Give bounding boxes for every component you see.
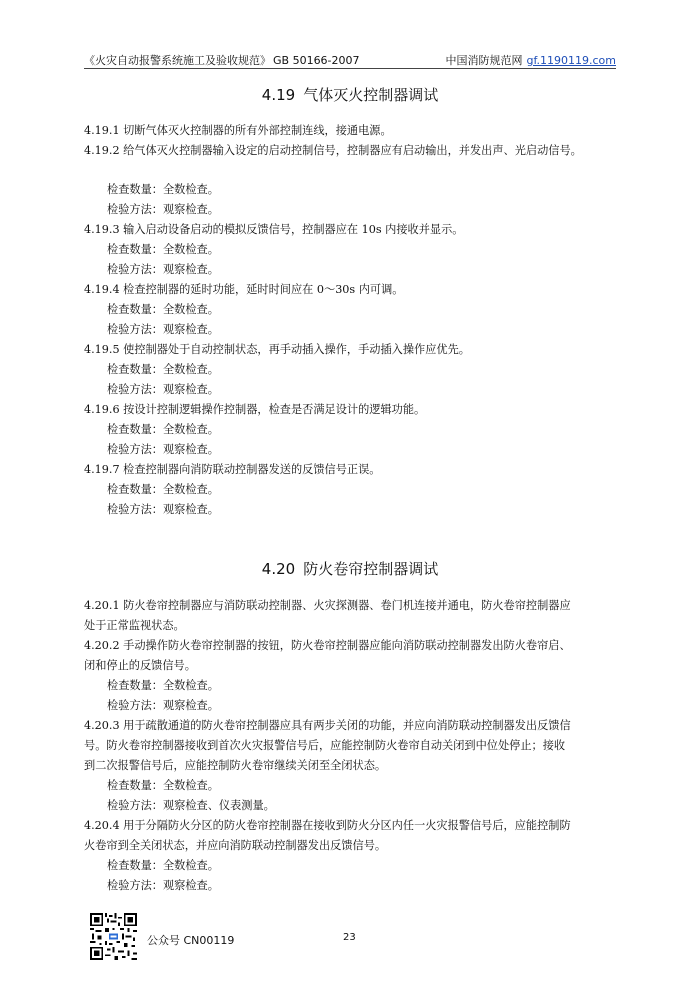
page-header bbox=[84, 50, 616, 69]
clause-text: 4.19.1 切断气体灭火控制器的所有外部控制连线，接通电源。 bbox=[84, 124, 392, 137]
check-method: 检验方法：观察检查。 bbox=[107, 263, 219, 276]
check-method: 检验方法：观察检查。 bbox=[107, 879, 219, 892]
clause-text: 4.20.4 用于分隔防火分区的防火卷帘控制器在接收到防火分区内任一火灾报警信号后，应能控制防 bbox=[84, 819, 571, 832]
check-quantity: 检查数量：全数检查。 bbox=[107, 679, 219, 692]
site-url-link[interactable]: gf.1190119.com bbox=[526, 54, 616, 67]
check-quantity: 检查数量：全数检查。 bbox=[107, 483, 219, 496]
check-quantity: 检查数量：全数检查。 bbox=[107, 363, 219, 376]
wechat-account-label: 公众号 CN00119 bbox=[147, 934, 235, 947]
clause-text: 4.20.3 用于疏散通道的防火卷帘控制器应具有两步关闭的功能，并应向消防联动控制器发出反馈信 bbox=[84, 719, 571, 732]
check-quantity: 检查数量：全数检查。 bbox=[107, 243, 219, 256]
check-method: 检验方法：观察检查。 bbox=[107, 203, 219, 216]
check-method: 检验方法：观察检查。 bbox=[107, 443, 219, 456]
clause-text: 4.20.1 防火卷帘控制器应与消防联动控制器、火灾探测器、卷门机连接并通电，防火卷帘控制器应 bbox=[84, 599, 571, 612]
clause-text: 4.19.3 输入启动设备启动的模拟反馈信号，控制器应在 10s 内接收并显示。 bbox=[84, 223, 464, 236]
clause-text: 4.19.7 检查控制器向消防联动控制器发送的反馈信号正误。 bbox=[84, 463, 381, 476]
clause-text: 火卷帘到全关闭状态，并应向消防联动控制器发出反馈信号。 bbox=[84, 839, 387, 852]
check-quantity: 检查数量：全数检查。 bbox=[107, 423, 219, 436]
clause-text: 4.19.4 检查控制器的延时功能，延时时间应在 0～30s 内可调。 bbox=[84, 283, 404, 296]
header-doc-title bbox=[84, 52, 360, 68]
check-method: 检验方法：观察检查。 bbox=[107, 383, 219, 396]
check-quantity: 检查数量：全数检查。 bbox=[107, 859, 219, 872]
check-method: 检验方法：观察检查。 bbox=[107, 503, 219, 516]
section-heading-4-19 bbox=[0, 84, 700, 105]
check-method: 检验方法：观察检查。 bbox=[107, 699, 219, 712]
check-method: 检验方法：观察检查、仪表测量。 bbox=[107, 799, 275, 812]
qr-code-icon bbox=[90, 913, 137, 960]
section-title-text: 防火卷帘控制器调试 bbox=[303, 560, 439, 578]
page-number: 23 bbox=[343, 932, 356, 943]
header-site bbox=[445, 52, 616, 68]
doc-title: 《火灾自动报警系统施工及验收规范》 bbox=[84, 54, 271, 67]
clause-text: 4.19.2 给气体灭火控制器输入设定的启动控制信号，控制器应有启动输出，并发出声、光启动信号。 bbox=[84, 144, 582, 157]
clause-text: 4.20.2 手动操作防火卷帘控制器的按钮，防火卷帘控制器应能向消防联动控制器发出防火卷帘启、 bbox=[84, 639, 571, 652]
clause-text: 处于正常监视状态。 bbox=[84, 619, 185, 632]
clause-text: 4.19.6 按设计控制逻辑操作控制器，检查是否满足设计的逻辑功能。 bbox=[84, 403, 426, 416]
section-title-text: 气体灭火控制器调试 bbox=[303, 86, 439, 104]
clause-text: 闭和停止的反馈信号。 bbox=[84, 659, 196, 672]
clause-text: 4.19.5 使控制器处于自动控制状态，再手动插入操作，手动插入操作应优先。 bbox=[84, 343, 470, 356]
check-quantity: 检查数量：全数检查。 bbox=[107, 303, 219, 316]
check-quantity: 检查数量：全数检查。 bbox=[107, 183, 219, 196]
clause-text: 号。防火卷帘控制器接收到首次火灾报警信号后，应能控制防火卷帘自动关闭到中位处停止；接收 bbox=[84, 739, 566, 752]
site-name: 中国消防规范网 bbox=[445, 54, 523, 67]
doc-code: GB 50166-2007 bbox=[273, 54, 360, 67]
section-number: 4.19 bbox=[261, 86, 296, 104]
check-quantity: 检查数量：全数检查。 bbox=[107, 779, 219, 792]
check-method: 检验方法：观察检查。 bbox=[107, 323, 219, 336]
clause-text: 到二次报警信号后，应能控制防火卷帘继续关闭至全闭状态。 bbox=[84, 759, 387, 772]
section-heading-4-20 bbox=[0, 558, 700, 579]
section-number: 4.20 bbox=[261, 560, 296, 578]
